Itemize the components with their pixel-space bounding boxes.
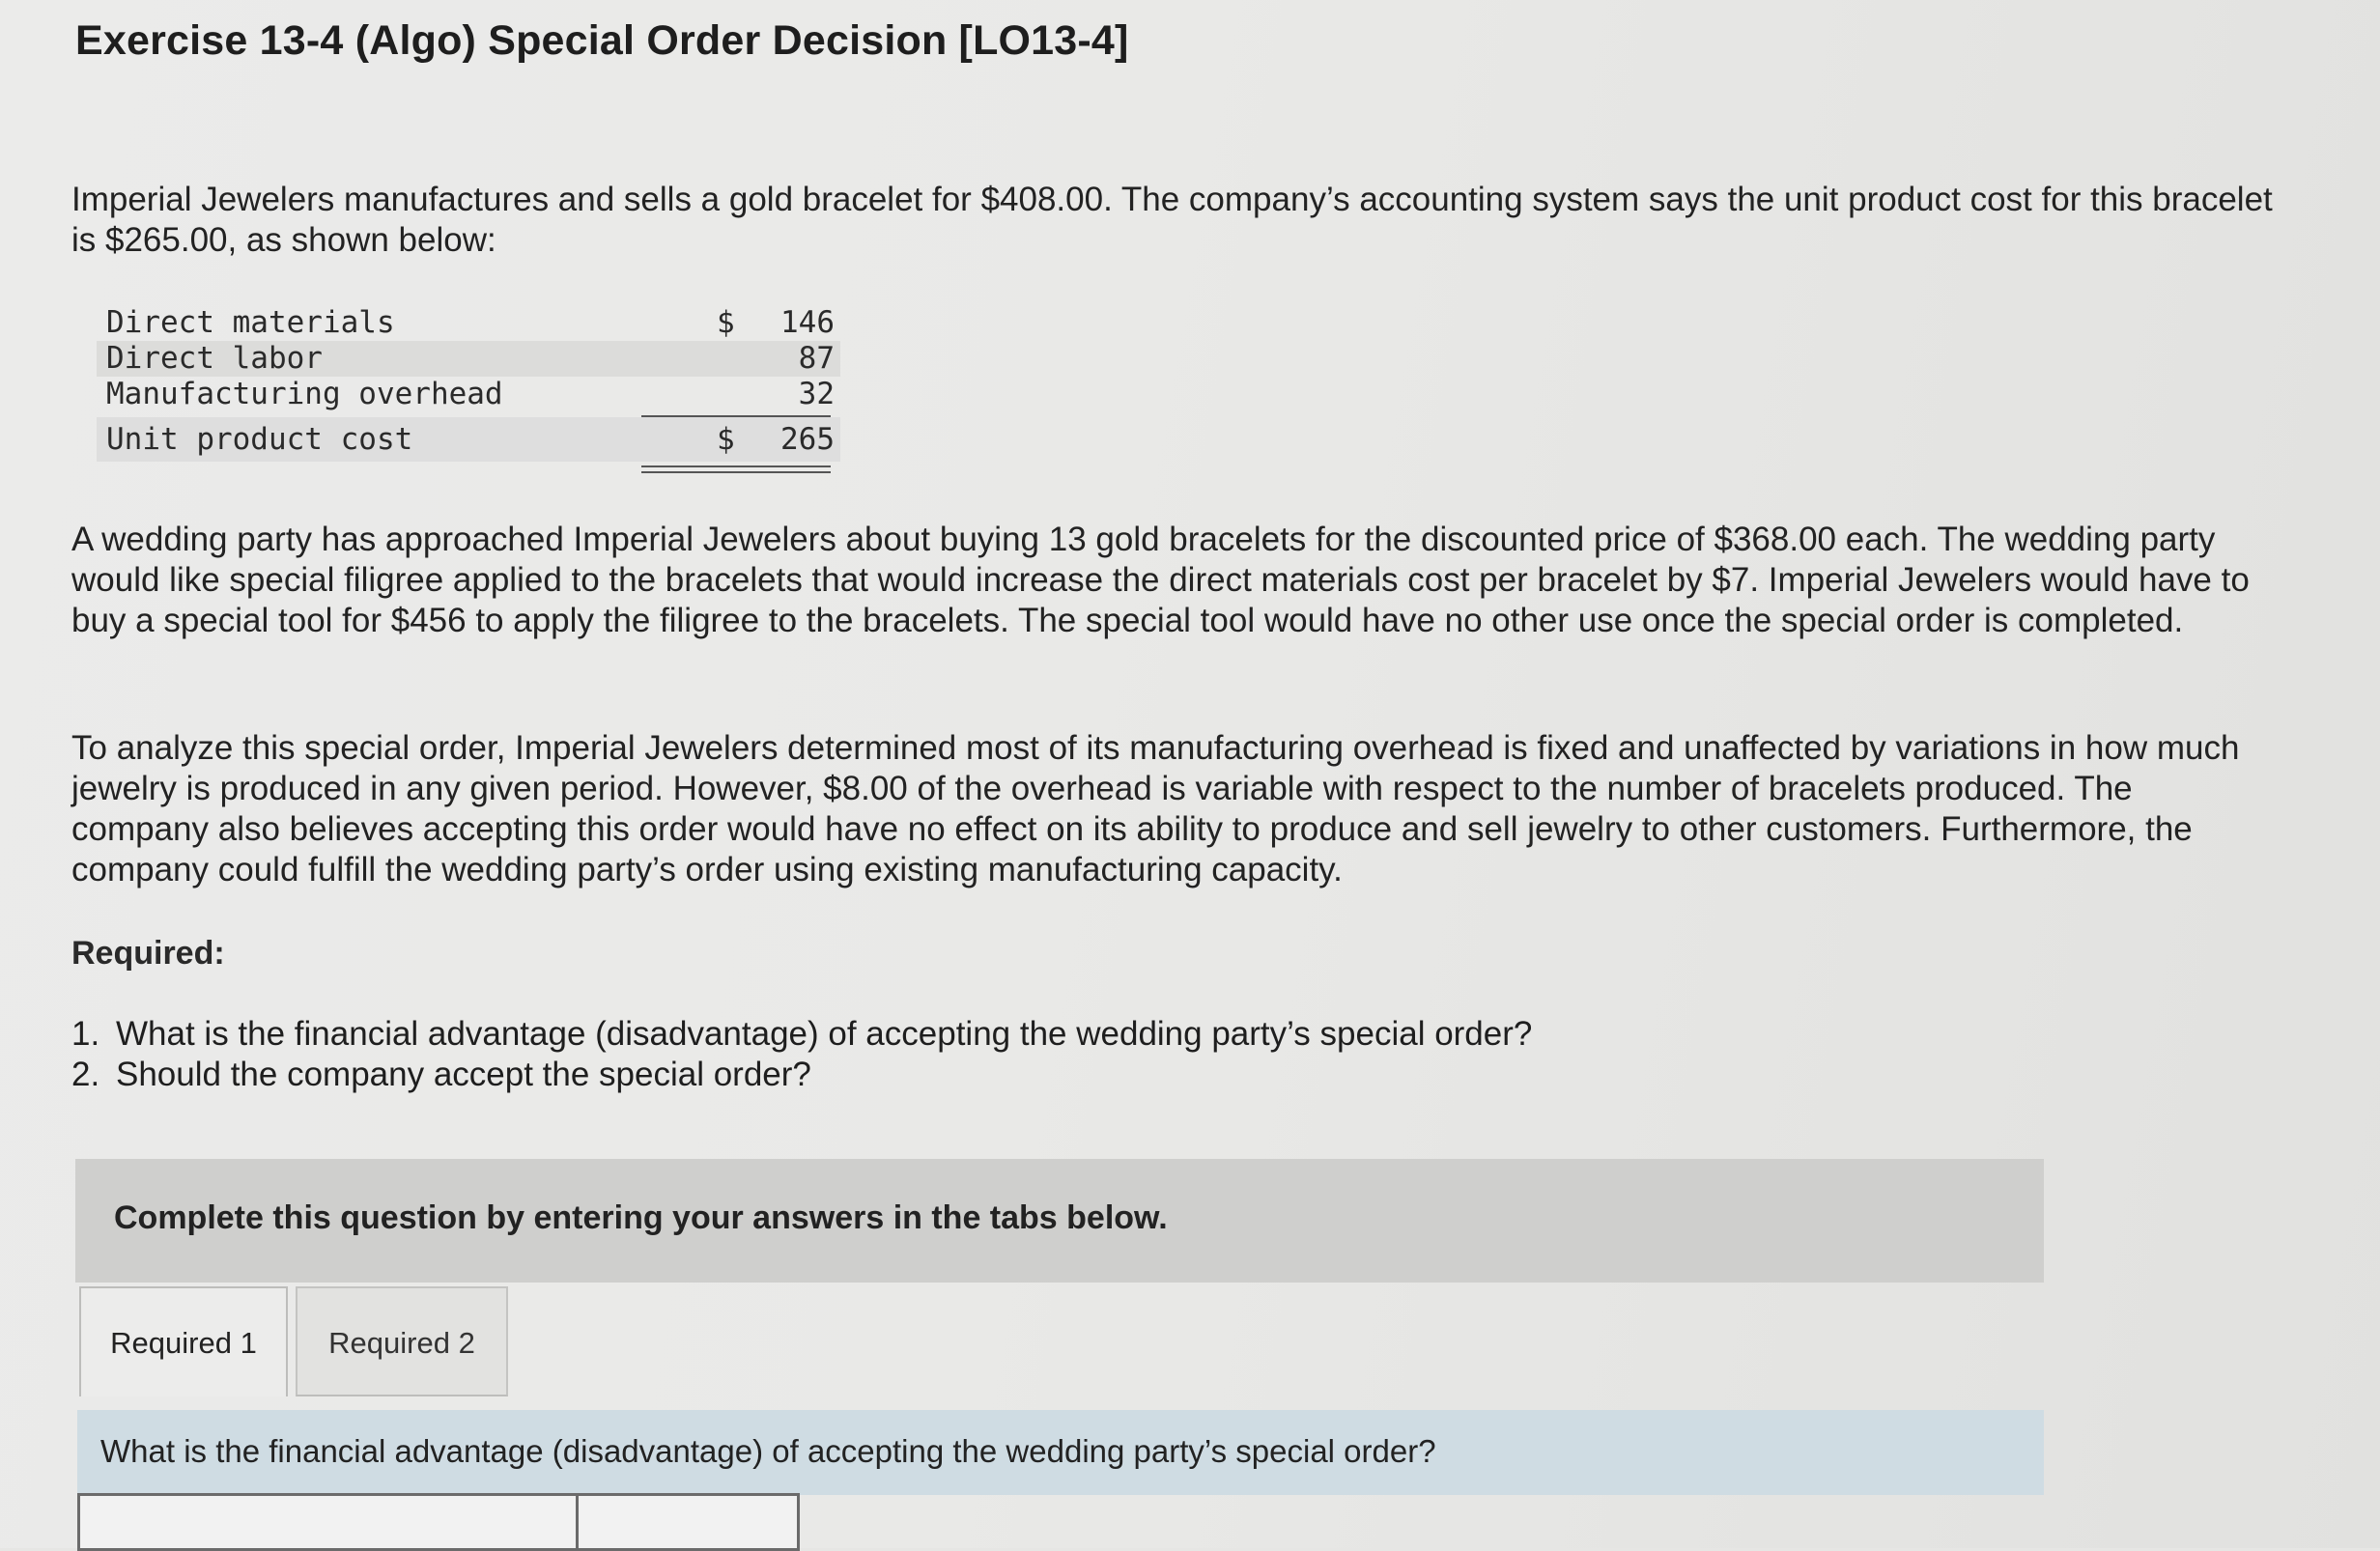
cost-value: 146 bbox=[780, 305, 835, 340]
required-item-number: 1. bbox=[71, 1015, 100, 1053]
required-item-text: Should the company accept the special order? bbox=[116, 1056, 811, 1093]
cost-label: Direct labor bbox=[106, 341, 323, 376]
wedding-paragraph: A wedding party has approached Imperial Jewelers about buying 13 gold bracelets for the discounted price of $368.00 each. The wedding party would like special filigree applied to the bracelets that would increase the direct materials cost per bracelet by $7. Imperial Jewelers would have to buy a special tool for $456 to apply the filigree to the bracelets. The special tool would have no other use once the special order is completed. bbox=[71, 521, 2250, 639]
required-item-2 bbox=[71, 1055, 1532, 1095]
cost-value: 32 bbox=[798, 377, 835, 411]
required-item-number: 2. bbox=[71, 1056, 100, 1093]
required-item-text: What is the financial advantage (disadvantage) of accepting the wedding party’s special order? bbox=[116, 1015, 1533, 1053]
page-title: Exercise 13-4 (Algo) Special Order Decision [LO13-4] bbox=[75, 17, 1129, 64]
cost-row-direct-labor bbox=[97, 341, 840, 377]
answer-label-field[interactable] bbox=[77, 1493, 580, 1551]
question-bar bbox=[77, 1410, 2044, 1495]
cost-label: Manufacturing overhead bbox=[106, 377, 503, 411]
total-dollar-sign: $ bbox=[717, 422, 735, 457]
cost-value: 87 bbox=[798, 341, 835, 376]
unit-cost-table bbox=[97, 305, 840, 462]
cost-dollar-sign: $ bbox=[717, 305, 735, 340]
question-text: What is the financial advantage (disadvantage) of accepting the wedding party’s special order? bbox=[100, 1433, 1436, 1469]
required-list bbox=[71, 1014, 1532, 1095]
instruction-banner bbox=[75, 1159, 2044, 1283]
total-value: 265 bbox=[780, 422, 835, 457]
total-label: Unit product cost bbox=[106, 422, 413, 457]
instruction-text: Complete this question by entering your answers in the tabs below. bbox=[114, 1199, 1168, 1236]
total-double-rule-bottom bbox=[641, 471, 831, 473]
cost-label: Direct materials bbox=[106, 305, 395, 340]
cost-row-direct-materials bbox=[97, 305, 840, 341]
subtotal-rule bbox=[641, 415, 831, 417]
cost-row-unit-product-cost bbox=[97, 417, 840, 462]
answer-amount-field[interactable] bbox=[576, 1493, 800, 1551]
cost-row-manufacturing-overhead bbox=[97, 377, 840, 412]
required-heading: Required: bbox=[71, 935, 225, 972]
total-double-rule-top bbox=[641, 465, 831, 467]
analysis-paragraph: To analyze this special order, Imperial Jewelers determined most of its manufacturing overhead is fixed and unaffected by variations in how much jewelry is produced in any given period. However, $8.00 of the overhead is variable with respect to the number of bracelets produced. The company also believes accepting this order would have no effect on its ability to produce and sell jewelry to other customers. Furthermore, the company could fulfill the wedding party’s order using existing manufacturing capacity. bbox=[71, 729, 2240, 888]
tab-required-1[interactable]: Required 1 bbox=[79, 1286, 288, 1396]
required-item-1 bbox=[71, 1014, 1532, 1055]
tab-required-2[interactable]: Required 2 bbox=[296, 1286, 508, 1396]
intro-paragraph: Imperial Jewelers manufactures and sells a gold bracelet for $408.00. The company’s accounting system says the unit product cost for this bracelet is $265.00, as shown below: bbox=[71, 181, 2273, 259]
